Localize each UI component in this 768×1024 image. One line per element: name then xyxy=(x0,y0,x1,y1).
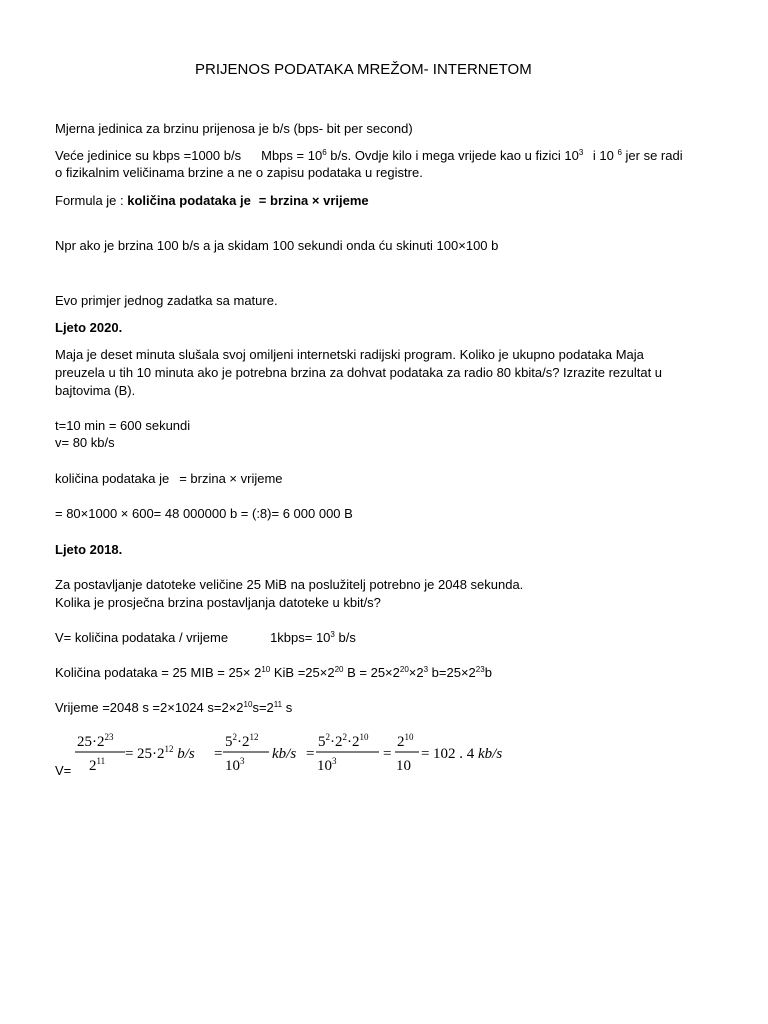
task2-time xyxy=(55,699,292,717)
amount-text: b xyxy=(484,665,492,680)
task1-heading-text: Ljeto 2020. xyxy=(55,320,123,335)
units-text: b/s. Ovdje kilo i mega vrijede kao u fizici 10 xyxy=(326,148,579,163)
formula-line xyxy=(55,192,369,210)
example-line: Npr ako je brzina 100 b/s a ja skidam 100 sekundi onda ću skinuti 100×100 b xyxy=(55,238,499,253)
task2-heading xyxy=(55,541,122,559)
units-line-1 xyxy=(55,147,683,165)
eq-sign: = xyxy=(214,746,223,762)
formula-prefix: Formula je : xyxy=(55,193,128,208)
exponent: 6 xyxy=(322,148,327,157)
task2-question-1: Za postavljanje datoteke veličine 25 MiB na poslužitelj potrebno je 2048 sekunda. xyxy=(55,577,524,592)
eq-sign: = xyxy=(383,746,392,762)
page-title: PRIJENOS PODATAKA MREŽOM- INTERNETOM xyxy=(195,61,532,78)
frac1-numerator: $25\cdot 2^{23}$ xyxy=(77,732,114,750)
formula-lhs: količina podataka je xyxy=(127,193,251,208)
eq-sign: = xyxy=(306,746,315,762)
intro-line: Evo primjer jednog zadatka sa mature. xyxy=(55,293,278,308)
task2-heading-text: Ljeto 2018. xyxy=(55,542,123,557)
v-label: V= xyxy=(55,763,72,778)
task1-time: t=10 min = 600 sekundi xyxy=(55,418,191,433)
exponent: 11 xyxy=(273,700,283,709)
kbps-definition: 1kbps= 10 xyxy=(270,630,331,645)
exponent: 10 xyxy=(243,700,253,709)
task2-speed-formula xyxy=(55,629,356,647)
units-line-2: o fizikalnim veličinama brzine a ne o zapisu podataka u registre. xyxy=(55,165,423,180)
amount-text: ×2 xyxy=(408,665,424,680)
final-result: 102 . 4 kb/s xyxy=(433,746,503,762)
task1-speed: v= 80 kb/s xyxy=(55,435,115,450)
frac3-numerator: $5^2\cdot 2^2\cdot 2^{10}$ xyxy=(318,732,369,750)
time-text: Vrijeme =2048 s =2×1024 s=2×2 xyxy=(55,700,244,715)
task1-question-2: preuzela u tih 10 minuta ako je potrebna brzina za dohvat podataka za radio 80 kbita/s? Izrazite rezultat u xyxy=(55,365,663,380)
exponent: 20 xyxy=(399,665,409,674)
frac4-denominator: 10 xyxy=(396,758,411,774)
eq-sign: = xyxy=(421,746,430,762)
amount-text: KiB =25×2 xyxy=(270,665,335,680)
amount-text: b=25×2 xyxy=(428,665,476,680)
term1: $25\cdot 2^{12}$ b/s xyxy=(137,744,195,762)
units-kbps: Veće jedinice su kbps =1000 b/s xyxy=(55,148,242,163)
amount-text: B = 25×2 xyxy=(343,665,400,680)
task1-question-1: Maja je deset minuta slušala svoj omiljeni internetski radijski program. Koliko je ukupno podataka Maja xyxy=(55,347,644,362)
eq-sign: = xyxy=(125,746,134,762)
time-text: s=2 xyxy=(252,700,274,715)
exponent: 6 xyxy=(617,148,622,157)
task1-formula-lhs: količina podataka je xyxy=(55,471,170,486)
time-text: s xyxy=(282,700,293,715)
frac1-denominator: $2^{11}$ xyxy=(89,756,106,774)
speed-formula: V= količina podataka / vrijeme xyxy=(55,630,229,645)
task1-formula xyxy=(55,470,283,488)
frac3-denominator: $10^3$ xyxy=(317,756,337,774)
units-mbps: Mbps = 10 xyxy=(261,148,323,163)
task1-question-3: bajtovima (B). xyxy=(55,383,136,398)
exponent: 20 xyxy=(334,665,344,674)
exponent: 23 xyxy=(475,665,485,674)
speed-equation xyxy=(55,730,575,780)
amount-text: Količina podataka = 25 MIB = 25× 2 xyxy=(55,665,262,680)
exponent: 3 xyxy=(578,148,584,157)
task1-result: = 80×1000 × 600= 48 000000 b = (:8)= 6 000 000 B xyxy=(55,506,353,521)
units-text: jer se radi xyxy=(621,148,683,163)
formula-rhs: = brzina × vrijeme xyxy=(258,193,369,208)
units-text: i 10 xyxy=(589,148,618,163)
frac4-numerator: $2^{10}$ xyxy=(397,732,414,750)
unit-line: Mjerna jedinica za brzinu prijenosa je b/s (bps- bit per second) xyxy=(55,121,413,136)
exponent: 3 xyxy=(330,630,335,639)
task2-question-2: Kolika je prosječna brzina postavljanja datoteke u kbit/s? xyxy=(55,595,381,610)
exponent: 10 xyxy=(261,665,271,674)
task2-amount xyxy=(55,664,492,682)
unit-kbs: kb/s xyxy=(272,746,297,762)
frac2-numerator: $5^2\cdot 2^{12}$ xyxy=(225,732,259,750)
task1-heading xyxy=(55,319,122,337)
task1-formula-rhs: = brzina × vrijeme xyxy=(179,471,283,486)
frac2-denominator: $10^3$ xyxy=(225,756,245,774)
kbps-unit: b/s xyxy=(334,630,356,645)
exponent: 3 xyxy=(423,665,429,674)
